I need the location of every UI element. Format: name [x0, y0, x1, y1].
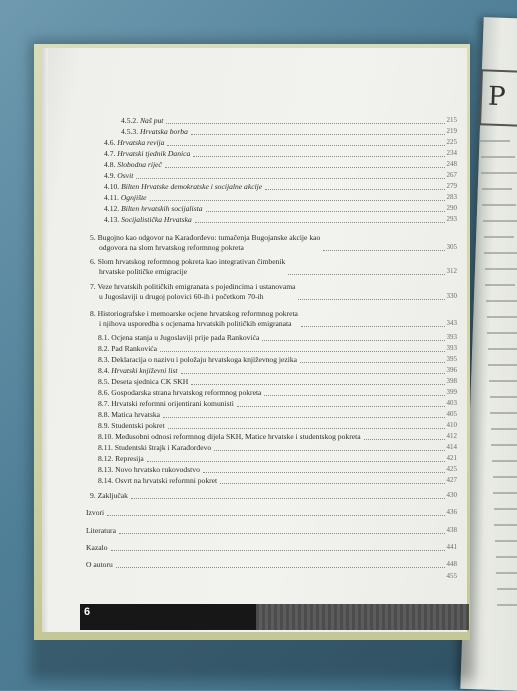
toc-title: 8.5. Deseta sjednica CK SKH — [98, 377, 189, 386]
toc-page-number: 405 — [446, 410, 457, 418]
leader-dots — [150, 199, 445, 201]
toc-title: Bilten hrvatskih socijalista — [121, 204, 203, 213]
adjacent-text-line — [496, 572, 517, 574]
toc-entry-8 — [90, 309, 457, 329]
leader-dots — [288, 273, 444, 275]
toc-title: 8.7. Hrvatski reformni orijentirani komunisti — [98, 399, 234, 408]
leader-dots — [107, 514, 444, 516]
toc-title-line1: 8. Historiografske i memoarske ocjene hrvatskog reformnog pokreta — [90, 309, 298, 318]
toc-entry-8-3 — [98, 355, 457, 365]
adjacent-text-line — [492, 460, 517, 462]
adjacent-text-line — [482, 204, 516, 206]
leader-dots — [237, 405, 445, 407]
toc-title: 8.11. Studentski štrajk i Karađorđevo — [98, 443, 212, 452]
toc-entry-7 — [90, 282, 457, 302]
toc-entry-4-7: 4.7. Hrvatski tjednik Danica 234 — [104, 149, 457, 158]
toc-entry-8-13 — [98, 465, 457, 475]
leader-dots — [203, 471, 445, 473]
toc-entry-izvori — [86, 508, 457, 518]
toc-title: 8.2. Pad Rankovića — [98, 344, 158, 353]
toc-title: 8.12. Represija — [98, 454, 144, 463]
toc-entry-8-6 — [98, 388, 457, 398]
leader-dots — [323, 249, 444, 251]
leader-dots — [214, 449, 444, 451]
adjacent-text-line — [497, 588, 517, 590]
leader-dots — [136, 177, 444, 179]
toc-page-number: 305 — [446, 243, 457, 252]
toc-entry-4-8: 4.8. Slobodna riječ 248 — [104, 160, 457, 169]
adjacent-text-line — [493, 492, 517, 494]
toc-title: 8.8. Matica hrvatska — [98, 410, 160, 419]
leader-dots — [298, 298, 444, 300]
toc-title: 8.1. Ocjena stanja u Jugoslaviji prije pada Rankovića — [98, 333, 260, 342]
toc-entry-8-1 — [98, 333, 457, 343]
toc-title-line2: i njihova usporedba s ocjenama hrvatskih političkih emigranata — [99, 319, 292, 328]
toc-page-number: 425 — [446, 465, 457, 473]
toc-page-number: 290 — [446, 204, 457, 212]
toc-entry-6 — [90, 257, 457, 277]
leader-dots — [163, 416, 445, 418]
toc-title: 8.10. Međusobni odnosi reformnog dijela SKH, Matice hrvatske i studentskog pokreta — [98, 432, 361, 441]
toc-title: Bilten Hrvatske demokratske i socijalne akcije — [121, 182, 263, 191]
toc-page-number: 248 — [446, 160, 457, 168]
toc-entry-4-9: 4.9. Osvit 267 — [104, 171, 457, 180]
toc-page-number: 455 — [446, 572, 457, 580]
toc-entry-4-5-3: 4.5.3. Hrvatska borba 219 — [121, 127, 457, 136]
toc-entry-kazalo — [86, 543, 457, 553]
leader-dots — [300, 361, 444, 363]
toc-page-number: 427 — [446, 476, 457, 484]
adjacent-text-line — [488, 348, 517, 350]
toc-page-number: 436 — [446, 508, 457, 516]
leader-dots — [265, 188, 444, 190]
toc-page-number: 403 — [446, 399, 457, 407]
leader-dots — [147, 460, 445, 462]
toc-entry-4-11: 4.11. Ognjište 283 — [104, 193, 457, 202]
toc-entry-8-5 — [98, 377, 457, 387]
toc-title: O autoru — [86, 560, 113, 569]
leader-dots — [116, 566, 445, 568]
toc-title: 8.3. Deklaracija o nazivu i položaju hrvatskoga književnog jezika — [98, 355, 298, 364]
leader-dots — [167, 144, 444, 146]
toc-title: Naš put — [139, 116, 164, 125]
toc-title: 8.6. Gospodarska strana hrvatskog reformnog pokreta — [98, 388, 262, 397]
leader-dots — [206, 210, 445, 212]
toc-title: 8.14. Osvrt na hrvatski reformni pokret — [98, 476, 218, 485]
toc-page-number: 412 — [446, 432, 457, 440]
adjacent-text-line — [487, 316, 517, 318]
adjacent-text-line — [494, 508, 517, 510]
leader-dots — [191, 383, 444, 385]
toc-entry-4-12: 4.12. Bilten hrvatskih socijalista 290 — [104, 204, 457, 213]
toc-title: 8.9. Studentski pokret — [98, 421, 165, 430]
toc-entry-8-12 — [98, 454, 457, 464]
leader-dots — [301, 325, 445, 327]
toc-page-number: 343 — [446, 319, 457, 328]
toc-title-line2: odgovora na slom hrvatskog reformnog pokreta — [99, 243, 244, 252]
toc-title-line1: 7. Veze hrvatskih političkih emigranata s pojedincima i ustanovama — [90, 282, 296, 291]
toc-title: Literatura — [86, 526, 116, 535]
leader-dots — [181, 372, 445, 374]
adjacent-text-line — [483, 220, 517, 222]
page-footer-pattern — [256, 604, 469, 630]
toc-page-number: 398 — [446, 377, 457, 385]
toc-entry-4-5-2: 4.5.2. Naš put 215 — [121, 116, 457, 125]
adjacent-text-line — [496, 556, 517, 558]
toc-page-number: 234 — [446, 149, 457, 157]
toc-entry-8-14 — [98, 476, 457, 486]
page-number: 6 — [84, 606, 91, 618]
adjacent-text-line — [484, 236, 514, 238]
toc-page-number: 267 — [446, 171, 457, 179]
adjacent-text-line — [481, 172, 517, 174]
toc-page-number: 430 — [446, 491, 457, 499]
adjacent-text-line — [485, 268, 517, 270]
toc-title-line1: 6. Slom hrvatskog reformnog pokreta kao integrativan čimbenik — [90, 257, 286, 266]
toc-title: Osvit — [117, 171, 134, 180]
toc-page-number: 330 — [446, 292, 457, 301]
leader-dots — [193, 155, 444, 157]
toc-entry-8-10 — [98, 432, 457, 442]
toc-title: Hrvatski književni list — [111, 366, 178, 375]
leader-dots — [195, 221, 445, 223]
toc-entry-literatura — [86, 526, 457, 536]
leader-dots — [168, 427, 445, 429]
toc-entry-8-8 — [98, 410, 457, 420]
adjacent-text-line — [482, 188, 512, 190]
leader-dots — [111, 549, 445, 551]
toc-entry-4-13: 4.13. Socijalistička Hrvatska 293 — [104, 215, 457, 224]
toc-page-number: 414 — [446, 443, 457, 451]
adjacent-text-line — [491, 444, 517, 446]
page-gutter — [42, 48, 48, 632]
toc-page-number: 215 — [446, 116, 457, 124]
leader-dots — [131, 497, 445, 499]
leader-dots — [262, 339, 444, 341]
toc-entry-8-9 — [98, 421, 457, 431]
toc-title: Hrvatski tjednik Danica — [117, 149, 191, 158]
toc-entry-8-2 — [98, 344, 457, 354]
toc-title: Ognjište — [120, 193, 147, 202]
toc-title: Hrvatska borba — [139, 127, 188, 136]
toc-entry-4-6: 4.6. Hrvatska revija 225 — [104, 138, 457, 147]
adjacent-book-heading: P — [487, 81, 508, 113]
adjacent-text-line — [486, 300, 517, 302]
toc-title: Slobodna riječ — [117, 160, 162, 169]
toc-title: Izvori — [86, 508, 105, 517]
toc-page-number: 312 — [446, 267, 457, 276]
toc-page-number: 421 — [446, 454, 457, 462]
toc-page-number: 393 — [446, 344, 457, 352]
leader-dots — [364, 438, 445, 440]
toc-page-number: 219 — [446, 127, 457, 135]
toc-entry-8-4: 8.4. Hrvatski književni list 396 — [98, 366, 457, 375]
toc-page-number: 396 — [446, 366, 457, 374]
leader-dots — [119, 532, 445, 534]
leader-dots — [166, 122, 444, 124]
adjacent-text-line — [494, 524, 517, 526]
adjacent-text-line — [484, 252, 517, 254]
leader-dots — [160, 350, 444, 352]
leader-dots — [220, 482, 444, 484]
toc-title: Hrvatska revija — [117, 138, 165, 147]
adjacent-text-line — [481, 156, 515, 158]
toc-entry-9 — [90, 491, 457, 501]
toc-page-number: 441 — [446, 543, 457, 551]
adjacent-text-line — [487, 332, 517, 334]
toc-entry-last-page — [86, 572, 457, 582]
toc-page-number: 393 — [446, 333, 457, 341]
adjacent-text-line — [489, 380, 517, 382]
toc-page-number: 293 — [446, 215, 457, 223]
page-footer-bar — [80, 604, 256, 630]
toc-title: 8.13. Novo hrvatsko rukovodstvo — [98, 465, 200, 474]
toc-page-number: 395 — [446, 355, 457, 363]
toc-title: 9. Zaključak — [90, 491, 128, 500]
adjacent-text-line — [490, 412, 517, 414]
toc-page-number: 399 — [446, 388, 457, 396]
toc-entry-4-10: 4.10. Bilten Hrvatske demokratske i socijalne akcije 279 — [104, 182, 457, 191]
toc-page-number: 283 — [446, 193, 457, 201]
toc-entry-8-11 — [98, 443, 457, 453]
adjacent-text-line — [488, 364, 517, 366]
leader-dots — [165, 166, 445, 168]
toc-title: Kazalo — [86, 543, 108, 552]
leader-dots — [191, 133, 445, 135]
toc-page-number: 410 — [446, 421, 457, 429]
adjacent-text-line — [493, 476, 517, 478]
adjacent-text-line — [495, 540, 517, 542]
leader-dots — [89, 579, 445, 580]
toc-page-number: 279 — [446, 182, 457, 190]
adjacent-text-line — [480, 140, 510, 142]
leader-dots — [264, 394, 444, 396]
toc-title-line2: u Jugoslaviji u drugoj polovici 60-ih i početkom 70-ih — [99, 292, 264, 301]
toc-page-number: 225 — [446, 138, 457, 146]
adjacent-text-line — [497, 604, 517, 606]
adjacent-text-line — [490, 396, 517, 398]
toc-entry-o-autoru — [86, 560, 457, 570]
adjacent-text-line — [491, 428, 517, 430]
toc-title-line1: 5. Bugojno kao odgovor na Karađorđevo: tumačenja Bugojanske akcije kao — [90, 233, 321, 242]
toc-title: Socijalistička Hrvatska — [121, 215, 192, 224]
toc-page-number: 438 — [446, 526, 457, 534]
adjacent-text-line — [485, 284, 515, 286]
toc-page-number: 448 — [446, 560, 457, 568]
toc-entry-5 — [90, 233, 457, 253]
toc-title-line2: hrvatske političke emigracije — [99, 267, 188, 276]
toc-entry-8-7 — [98, 399, 457, 409]
